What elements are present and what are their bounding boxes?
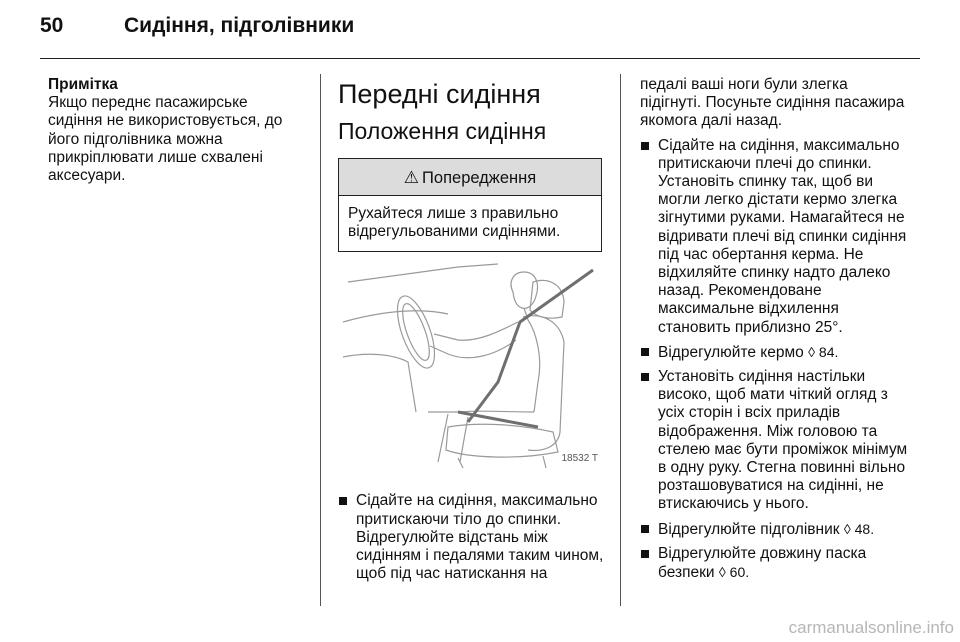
page-reference-link[interactable]: ◊ 60. [718,564,750,581]
list-item [640,545,910,582]
note-title: Примітка [48,76,118,93]
list-item [338,492,606,583]
bullet-list-right [640,137,910,583]
warning-text: Рухайтеся лише з правильно відрегульованими сидіннями. [348,205,561,241]
list-item [640,137,910,337]
list-item-text: Відрегулюйте підголівник [658,520,840,538]
page-header-title: Сидіння, підголівники [124,14,355,37]
column-right [640,76,910,588]
seat-position-illustration [338,262,606,470]
bullet-square-icon [641,525,649,533]
list-item-text: Сідайте на сидіння, максимально притискаючи тіло до спинки. Відрегулюйте відстань між сидінням і педалями таким чином, щоб під час натискання на [356,492,604,583]
list-item [640,368,910,514]
warning-triangle-icon: ⚠ [403,168,420,187]
column-middle [338,76,606,589]
bullet-list-middle [338,492,606,583]
warning-title: Попередження [422,169,537,187]
list-item-text: Відрегулюйте довжину паска безпеки [658,544,867,582]
page-number: 50 [40,14,64,37]
page-reference-link[interactable]: ◊ 48. [843,520,875,537]
bullet-square-icon [641,142,649,150]
column-divider-2 [620,74,621,606]
list-item-text: Відрегулюйте кермо [658,343,804,361]
bullet-square-icon [641,348,649,356]
watermark: carmanualsonline.info [788,618,954,637]
page-reference-link[interactable]: ◊ 84. [808,343,839,360]
page-header [40,14,354,38]
driver-seat-drawing [338,262,606,470]
note-text: Якщо переднє пасажирське сидіння не використовується, до його підголівника можна прикріплювати лише схвалені аксесуари. [48,94,283,185]
list-item [640,520,910,539]
bullet-square-icon [641,550,649,558]
warning-box [338,158,602,252]
list-item-text: Установіть сидіння настільки високо, щоб мати чіткий огляд з усіх сторін і всіх приладів відображення. Між головою та стелею має бути проміжок мінімум в одну руку. Стегна повинні вільно розташовуватися на сидінні, не втискаючись у нього. [658,368,908,513]
warning-header [339,159,601,196]
list-item [640,343,910,362]
bullet-square-icon [339,497,347,505]
bullet-square-icon [641,373,649,381]
continuation-text: педалі ваші ноги були злегка підігнуті. Посуньте сидіння пасажира якомога далі назад. [640,76,905,130]
column-left [48,76,304,185]
column-divider-1 [320,74,321,606]
section-subtitle: Положення сидіння [338,118,547,144]
header-rule [40,58,920,59]
section-title: Передні сидіння [338,79,541,109]
figure-number: 18532 T [561,453,598,465]
list-item-text: Сідайте на сидіння, максимально притискаючи плечі до спинки. Установіть спинку так, щоб ви могли легко дістати кермо злегка зігнутими руками. Намагайтеся не відривати плечі від спинки сидіння під час обертання керма. Не відхиляйте спинку надто далеко назад. Рекомендоване максимальне відхилення становить приблизно 25°. [658,136,907,336]
